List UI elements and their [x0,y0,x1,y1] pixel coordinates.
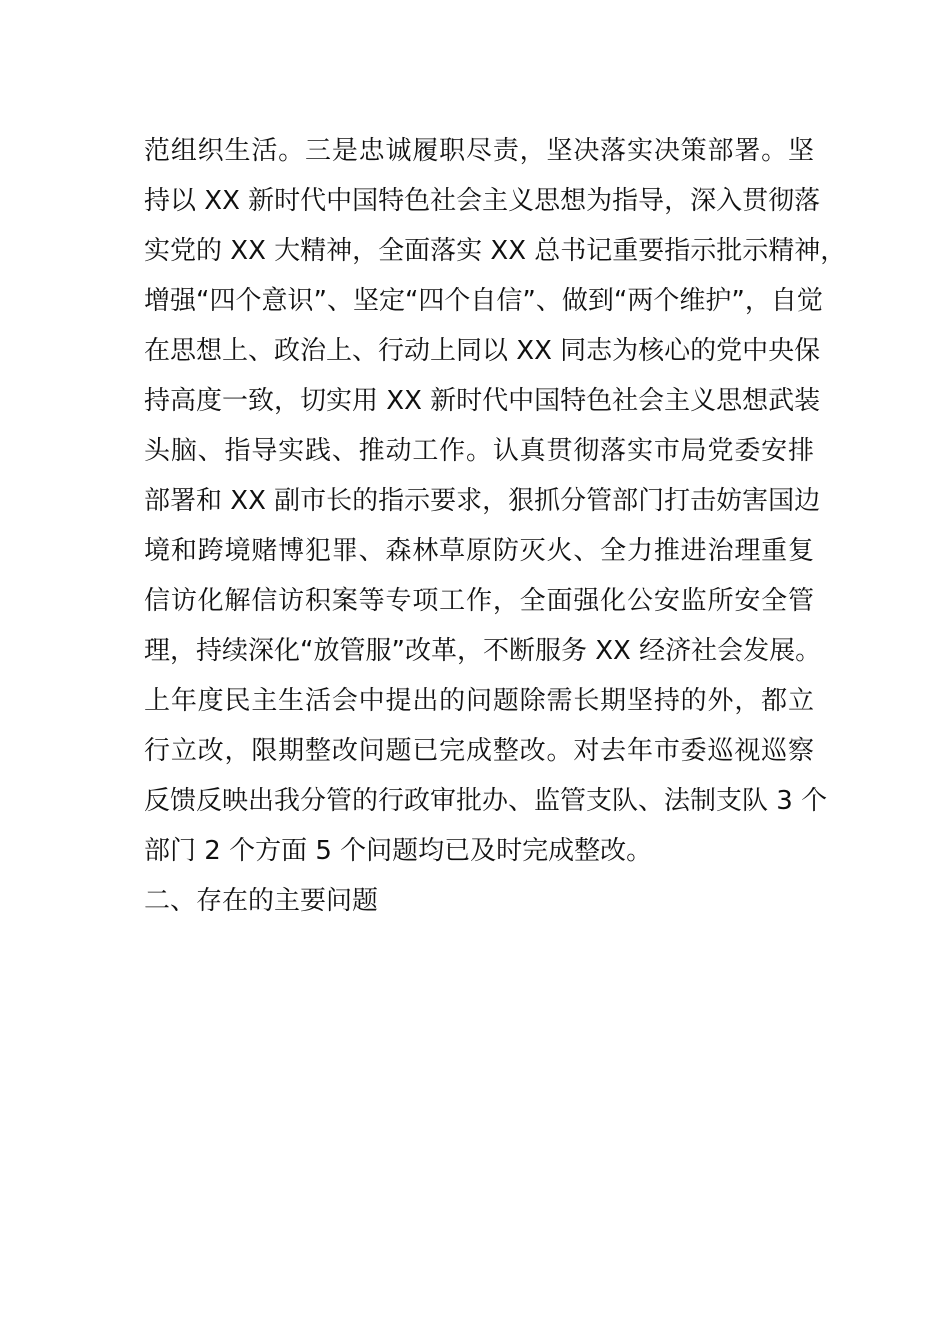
text-line: 理，持续深化“放管服”改革，不断服务 XX 经济社会发展。 [144,636,822,666]
section-heading: 二、存在的主要问题 [144,886,379,916]
text-line: 实党的 XX 大精神，全面落实 XX 总书记重要指示批示精神， [144,236,847,266]
text-line: 境和跨境赌博犯罪、森林草原防灭火、全力推进治理重复 [144,536,814,566]
text-line: 信访化解信访积案等专项工作，全面强化公安监所安全管 [144,586,814,616]
text-line: 反馈反映出我分管的行政审批办、监管支队、法制支队 3 个 [144,786,828,816]
document-body [144,126,847,926]
text-line: 持高度一致，切实用 XX 新时代中国特色社会主义思想武装 [144,386,821,416]
text-line: 行立改，限期整改问题已完成整改。对去年市委巡视巡察 [144,736,814,766]
text-line: 持以 XX 新时代中国特色社会主义思想为指导，深入贯彻落 [144,186,821,216]
text-line: 范组织生活。三是忠诚履职尽责，坚决落实决策部署。坚 [144,136,814,166]
text-line: 部门 2 个方面 5 个问题均已及时完成整改。 [144,836,653,866]
text-line: 在思想上、政治上、行动上同以 XX 同志为核心的党中央保 [144,336,821,366]
text-line: 头脑、指导实践、推动工作。认真贯彻落实市局党委安排 [144,436,814,466]
text-line: 部署和 XX 副市长的指示要求，狠抓分管部门打击妨害国边 [144,486,821,516]
text-line: 上年度民主生活会中提出的问题除需长期坚持的外，都立 [144,686,814,716]
text-line: 增强“四个意识”、坚定“四个自信”、做到“两个维护”，自觉 [144,286,823,316]
